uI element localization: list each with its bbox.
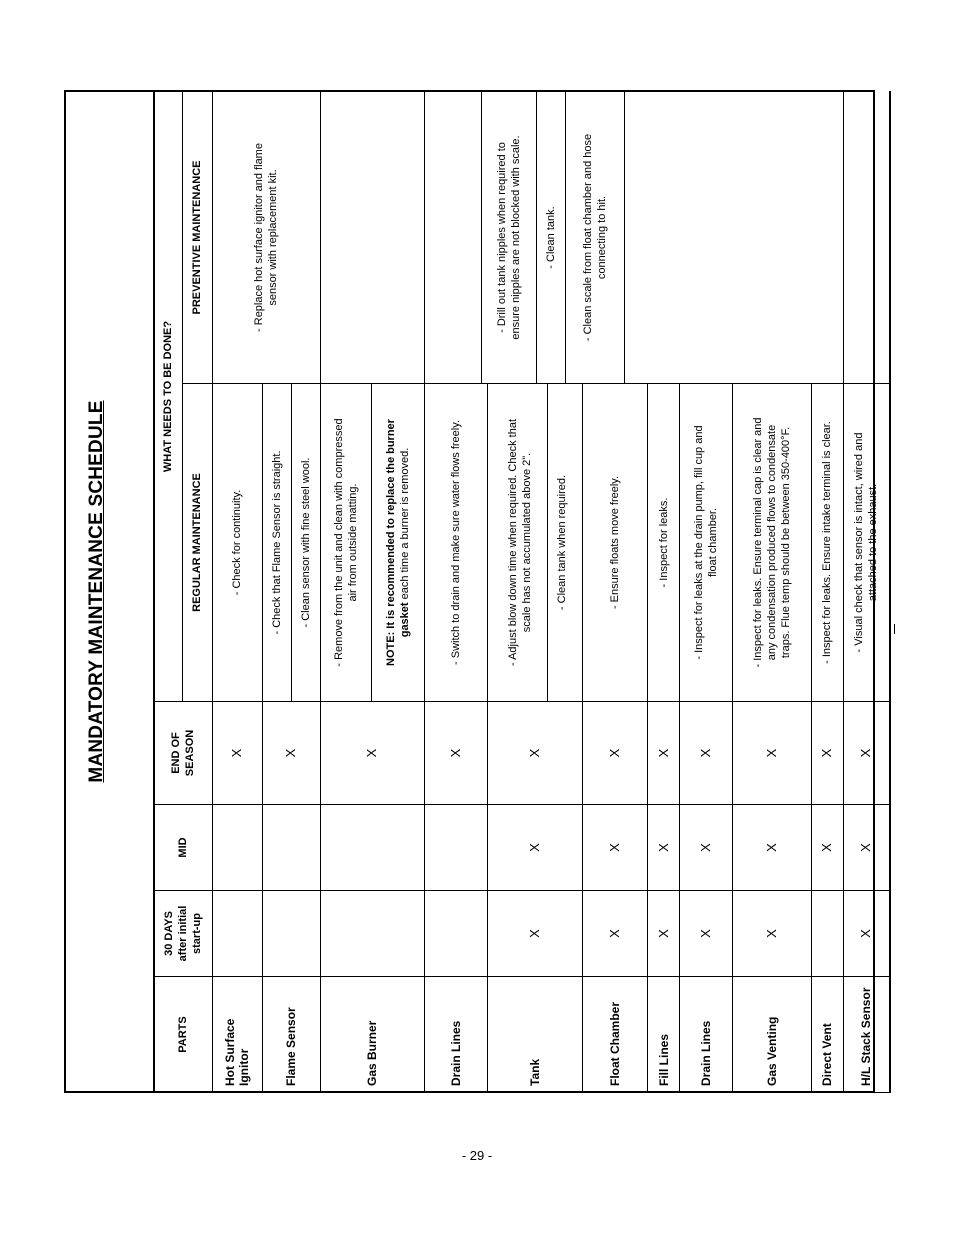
part-hl-stack-sensor: H/L Stack Sensor [843, 977, 890, 1093]
preventive-line: - Clean tank. [544, 206, 557, 269]
regular-gas-venting [733, 384, 812, 702]
regular-hl-stack-sensor [843, 384, 890, 702]
header-preventive: PREVENTIVE MAINTENANCE [182, 92, 212, 384]
part-gas-venting: Gas Venting [733, 977, 812, 1093]
preventive-line: connecting to hit. [595, 195, 608, 280]
cell-30days-empty [320, 891, 424, 977]
regular-tank-1 [493, 384, 548, 701]
regular-line: - Inspect for leaks at the drain pump, fill cup and [692, 425, 705, 660]
header-end-line: SEASON [184, 729, 197, 777]
preventive-hot-surface-flame [212, 92, 320, 384]
cell-30days-x: X [733, 891, 812, 977]
cell-mid-x: X [733, 805, 812, 891]
regular-line: scale has not accumulated above 2". [520, 452, 533, 633]
cell-end-x: X [679, 702, 732, 805]
note-bold-word: gasket [398, 602, 411, 638]
regular-flame-sensor [262, 384, 320, 702]
regular-line: attached to the exhaust. [867, 483, 880, 602]
regular-float-chamber: - Ensure floats move freely. [582, 384, 648, 702]
cell-30days-x: X [488, 891, 583, 977]
preventive-line: ensure nipples are not blocked with scale. [509, 135, 522, 340]
maintenance-table [153, 91, 891, 1093]
cell-30days-x: X [648, 891, 679, 977]
part-label-line: Ignitor [237, 1048, 251, 1086]
cell-end-x: X [582, 702, 648, 805]
preventive-gas-burner-empty [320, 92, 424, 384]
regular-line: - Remove from the unit and clean with compressed [332, 418, 345, 667]
regular-fill-lines: - Inspect for leaks. [648, 384, 679, 702]
page-title: MANDATORY MAINTENANCE SCHEDULE [86, 400, 107, 783]
part-drain-lines: Drain Lines [424, 977, 488, 1093]
regular-hot-surface-ignitor: - Check for continuity. [212, 384, 262, 702]
note-rest: each time a burner is removed. [398, 447, 411, 603]
cell-mid-empty [212, 805, 262, 891]
cell-end-x: X [733, 702, 812, 805]
header-30-days-line: after initial [177, 905, 190, 962]
part-label-line: Hot Surface [223, 1018, 237, 1086]
part-float-chamber: Float Chamber [582, 977, 648, 1093]
part-direct-vent: Direct Vent [812, 977, 843, 1093]
part-flame-sensor: Flame Sensor [262, 977, 320, 1093]
preventive-line: - Clean scale from float chamber and hose [581, 133, 594, 342]
cell-mid-x: X [648, 805, 679, 891]
cell-30days-empty [424, 891, 488, 977]
note-line-2 [398, 448, 412, 638]
cell-mid-empty [424, 805, 488, 891]
regular-line: any condensation produced flows to condensate [766, 424, 779, 661]
cell-end-x: X [262, 702, 320, 805]
cell-end-x: X [648, 702, 679, 805]
cell-end-x: X [212, 702, 262, 805]
regular-direct-vent: - Inspect for leaks. Ensure intake terminal is clear. [812, 384, 843, 702]
cell-mid-x: X [812, 805, 843, 891]
part-hot-surface-ignitor [212, 977, 262, 1093]
cell-end-x: X [843, 702, 890, 805]
gas-burner-note [372, 384, 424, 701]
regular-line: - Inspect for leaks. Ensure terminal cap is clear and [752, 417, 765, 668]
regular-tank-2: - Clean tank when required. [556, 474, 569, 611]
cell-end-x: X [424, 702, 488, 805]
header-end-line: END OF [170, 732, 183, 774]
page-number: - 29 - [461, 1148, 493, 1163]
regular-tank [488, 384, 583, 702]
cell-mid-x: X [582, 805, 648, 891]
regular-flame-sensor-2: - Clean sensor with fine steel wool. [299, 457, 312, 628]
cell-mid-empty [320, 805, 424, 891]
part-tank: Tank [488, 977, 583, 1093]
part-fill-lines: Fill Lines [648, 977, 679, 1093]
preventive-line: - Replace hot surface ignitor and flame [253, 143, 265, 332]
cell-30days-empty [212, 891, 262, 977]
cell-30days-empty [262, 891, 320, 977]
preventive-tank-2 [537, 92, 566, 383]
cell-30days-x: X [582, 891, 648, 977]
regular-gas-burner-1 [321, 384, 372, 701]
regular-drain-lines: - Switch to drain and make sure water flows freely. [424, 384, 488, 702]
page-mark [894, 624, 895, 634]
part-drain-lines-2: Drain Lines [679, 977, 732, 1093]
cell-mid-x: X [488, 805, 583, 891]
note-label: NOTE: It is recommended to replace the burner [384, 419, 397, 666]
rotated-schedule [64, 90, 880, 1093]
preventive-rest-empty [625, 92, 843, 383]
regular-flame-sensor-1: - Check that Flame Sensor is straight. [263, 384, 292, 701]
preventive-line: sensor with replacement kit. [267, 169, 279, 306]
cell-end-x: X [488, 702, 583, 805]
cell-end-x: X [320, 702, 424, 805]
header-30-days [154, 891, 212, 977]
regular-line: float chamber. [706, 507, 719, 578]
preventive-empty-block [424, 92, 843, 384]
regular-gas-burner [320, 384, 424, 702]
regular-drain-lines-2 [679, 384, 732, 702]
header-end-of-season [154, 702, 212, 805]
cell-mid-x: X [679, 805, 732, 891]
cell-30days-x: X [679, 891, 732, 977]
header-mid: MID [154, 805, 212, 891]
header-30-days-line: 30 DAYS [163, 911, 176, 956]
cell-mid-x: X [843, 805, 890, 891]
header-30-days-line: start-up [191, 913, 204, 954]
cell-mid-empty [262, 805, 320, 891]
cell-30days-empty [812, 891, 843, 977]
preventive-line: - Drill out tank nipples when required to [495, 142, 508, 333]
cell-30days-x: X [843, 891, 890, 977]
regular-line: traps. Flue temp should be between 350-400°F. [780, 426, 793, 659]
header-regular: REGULAR MAINTENANCE [182, 384, 212, 702]
cell-end-x: X [812, 702, 843, 805]
header-parts: PARTS [154, 977, 212, 1093]
part-gas-burner: Gas Burner [320, 977, 424, 1093]
preventive-drain-lines-empty [425, 92, 482, 383]
preventive-float-chamber [566, 92, 625, 383]
header-what-needs: WHAT NEEDS TO BE DONE? [154, 92, 182, 702]
preventive-tank-1 [482, 92, 537, 383]
regular-line: - Adjust blow down time when required. Check that [506, 418, 519, 667]
regular-line: - Visual check that sensor is intact, wired and [853, 432, 866, 653]
regular-line: air from outside matting. [346, 483, 359, 602]
